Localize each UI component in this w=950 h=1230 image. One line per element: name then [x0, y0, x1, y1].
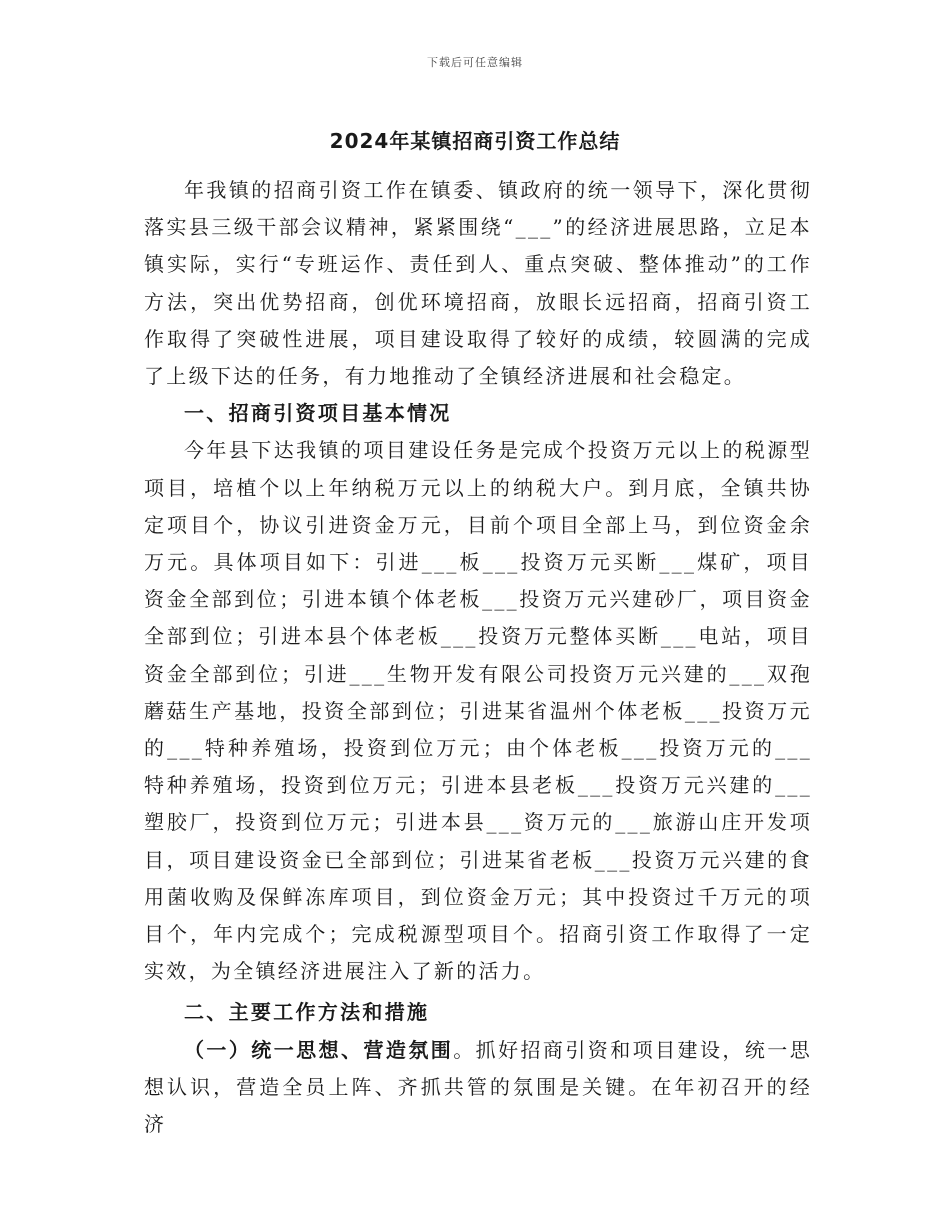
subsection-1-text: 。抓好招商引资和项目建设，统一思想认识，营造全员上阵、齐抓共管的氛围是关键。在年初召开的经济	[144, 1037, 812, 1137]
intro-paragraph: 年我镇的招商引资工作在镇委、镇政府的统一领导下，深化贯彻落实县三级干部会议精神，紧紧围绕“___”的经济进展思路，立足本镇实际，实行“专班运作、责任到人、重点突破、整体推动”的工作方法，突出优势招商，创优环境招商，放眼长远招商，招商引资工作取得了突破性进展，项目建设取得了较好的成绩，较圆满的完成了上级下达的任务，有力地推动了全镇经济进展和社会稳定。	[144, 178, 812, 389]
header-note: 下载后可任意编辑	[427, 56, 523, 69]
section-heading-2: 二、主要工作方法和措施	[184, 1000, 430, 1025]
subsection-1-paragraph	[144, 1032, 812, 1144]
subsection-1-label: （一）统一思想、营造氛围	[184, 1037, 454, 1062]
document-body	[144, 172, 812, 1143]
section-heading-1: 一、招商引资项目基本情况	[184, 401, 452, 426]
section-1-paragraph: 今年县下达我镇的项目建设任务是完成个投资万元以上的税源型项目，培植个以上年纳税万元以上的纳税大户。到月底，全镇共协定项目个，协议引进资金万元，目前个项目全部上马，到位资金余万元。具体项目如下：引进___板___投资万元买断___煤矿，项目资金全部到位；引进本镇个体老板___投资万元兴建砂厂，项目资金全部到位；引进本县个体老板___投资万元整体买断___电站，项目资金全部到位；引进___生物开发有限公司投资万元兴建的___双孢蘑菇生产基地，投资全部到位；引进某省温州个体老板___投资万元的___特种养殖场，投资到位万元；由个体老板___投资万元的___特种养殖场，投资到位万元；引进本县老板___投资万元兴建的___塑胶厂，投资到位万元；引进本县___资万元的___旅游山庄开发项目，项目建设资金已全部到位；引进某省老板___投资万元兴建的食用菌收购及保鲜冻库项目，到位资金万元；其中投资过千万元的项目个，年内完成个；完成税源型项目个。招商引资工作取得了一定实效，为全镇经济进展注入了新的活力。	[144, 438, 812, 984]
document-title: 2024年某镇招商引资工作总结	[329, 129, 621, 153]
